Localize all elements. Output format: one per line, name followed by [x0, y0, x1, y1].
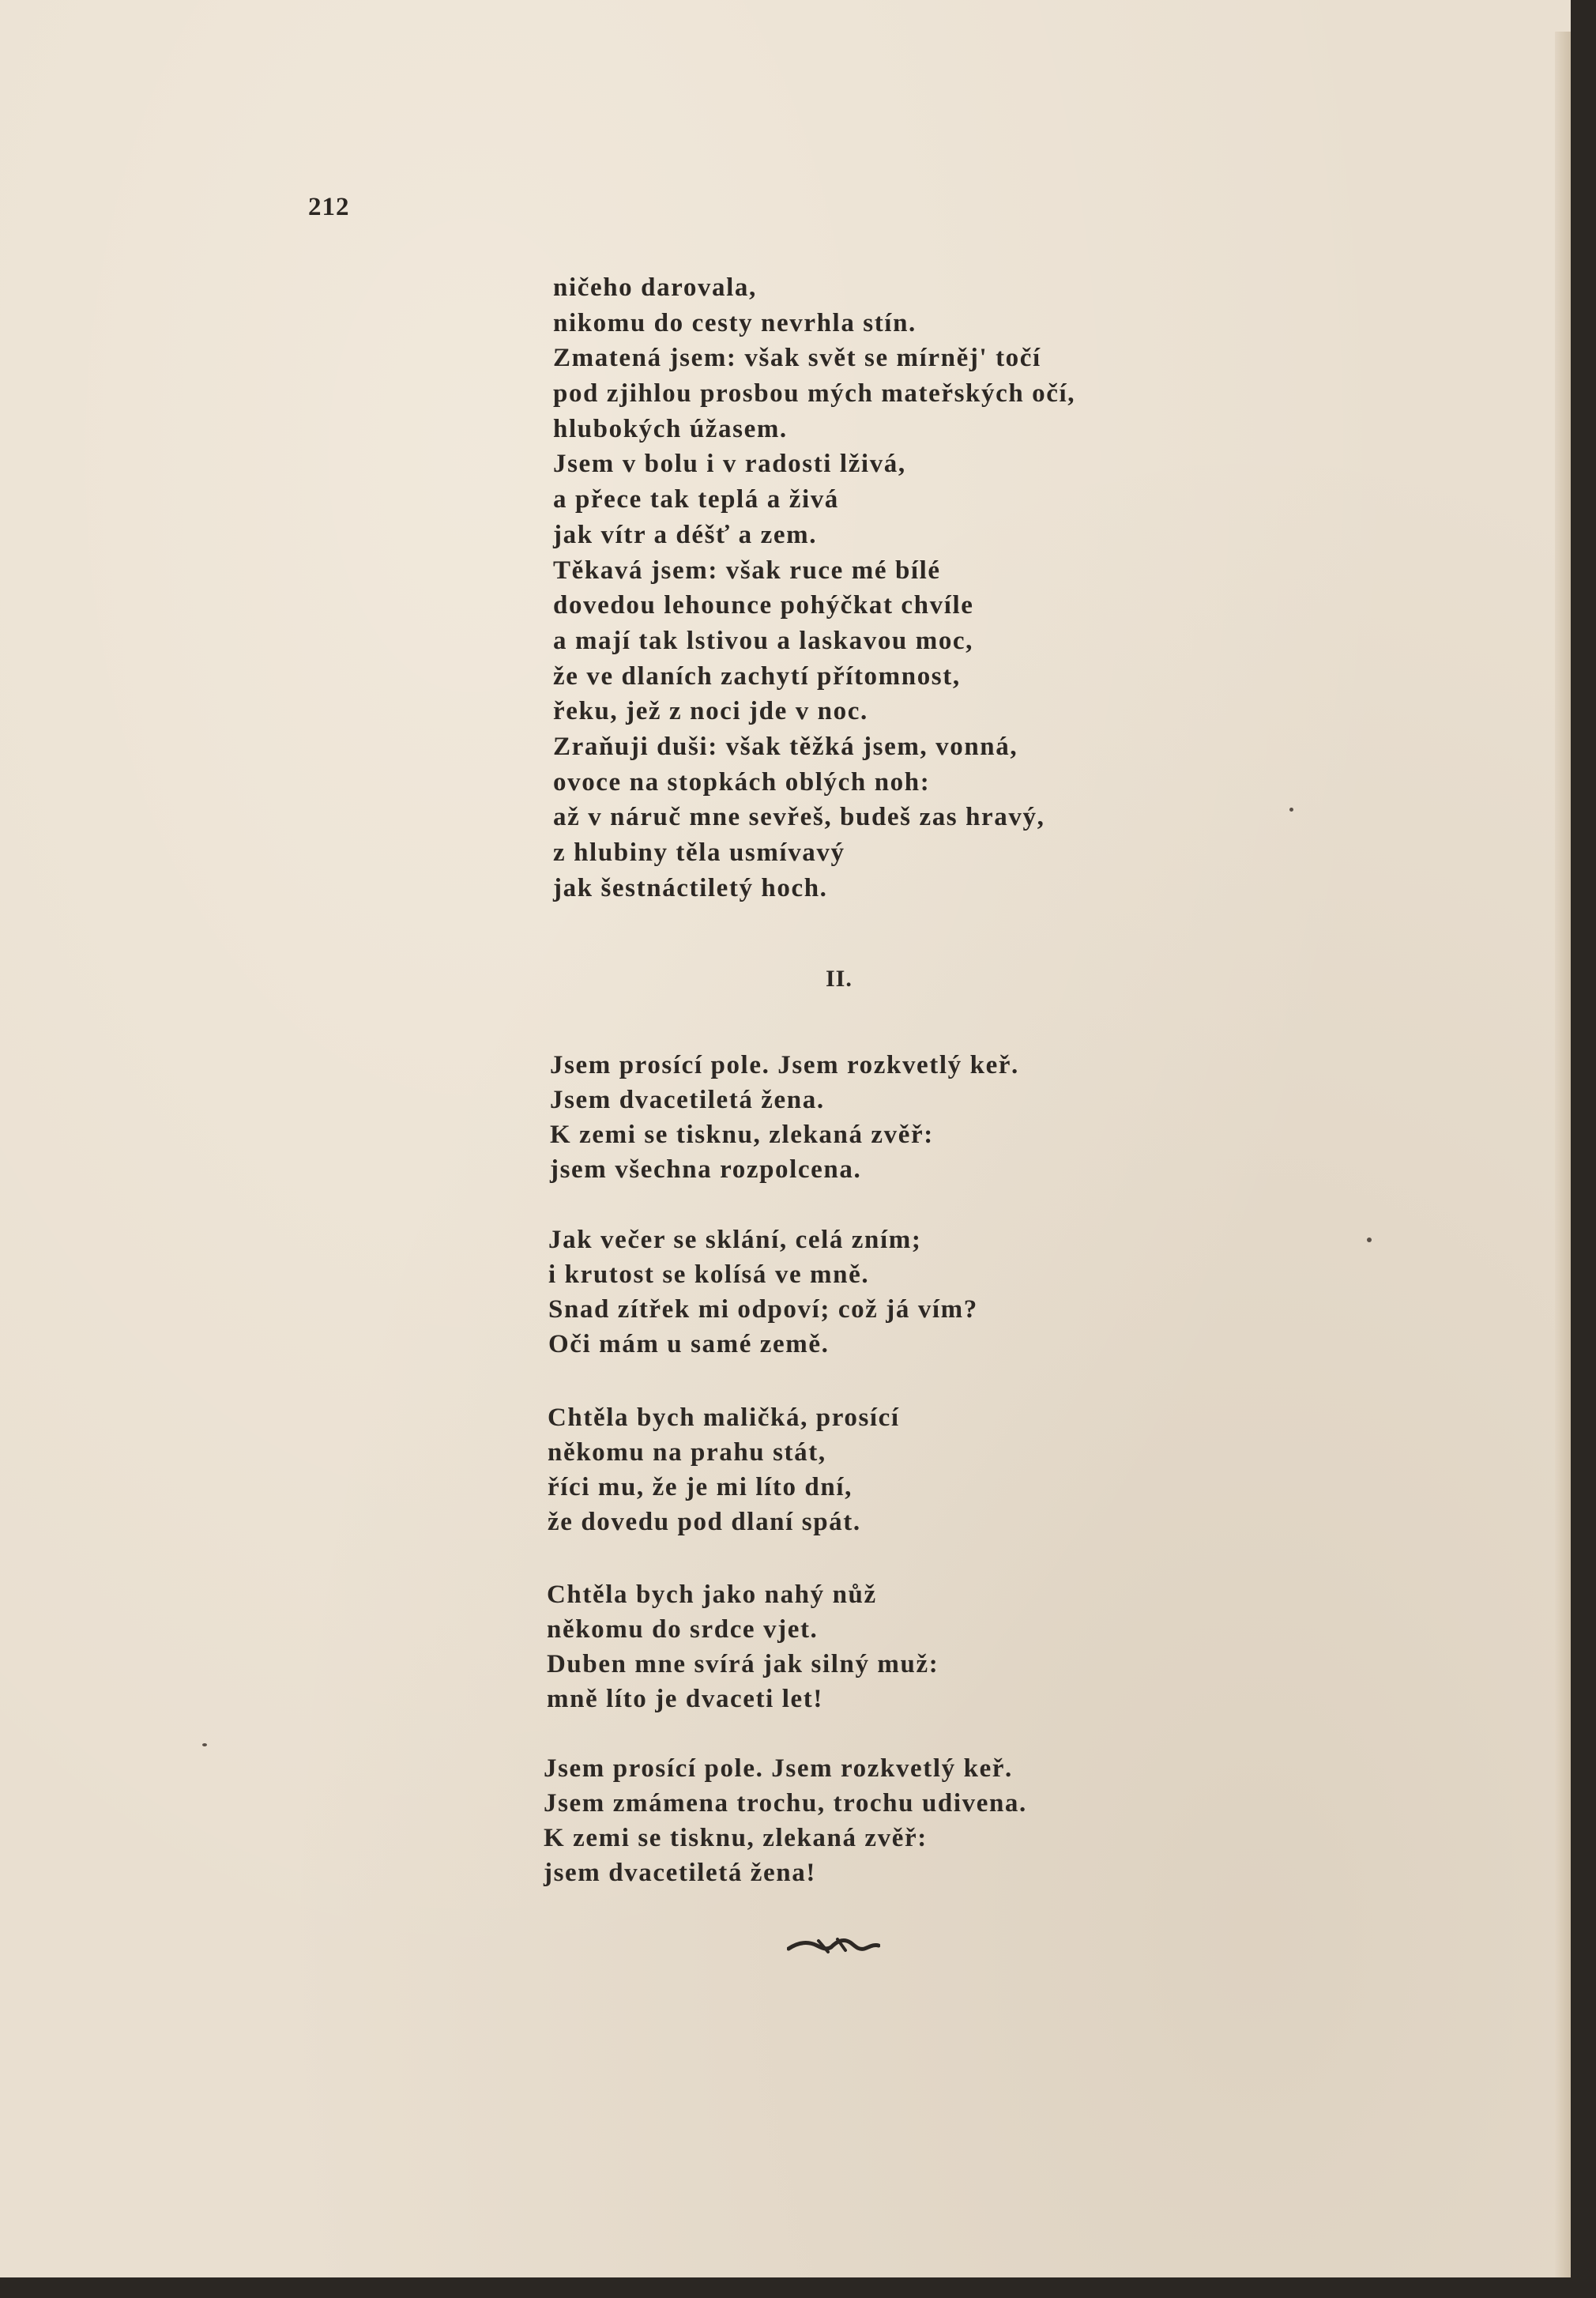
- stanza: [548, 1400, 900, 1539]
- poem-line: jak šestnáctiletý hoch.: [553, 873, 828, 902]
- poem-line: z hlubiny těla usmívavý: [553, 838, 845, 867]
- poem-line: Jsem prosící pole. Jsem rozkvetlý keř.: [544, 1754, 1013, 1783]
- poem-line: až v náruč mne sevřeš, budeš zas hravý,: [553, 803, 1045, 832]
- poem-line: Snad zítřek mi odpoví; což já vím?: [548, 1295, 978, 1324]
- stanza: [544, 1751, 1027, 1890]
- paper-speck: [1367, 1238, 1372, 1242]
- page-number: 212: [308, 193, 350, 221]
- poem-line: dovedou lehounce pohýčkat chvíle: [553, 591, 974, 620]
- poem-line: Jsem dvacetiletá žena.: [550, 1086, 825, 1114]
- poem-line: nikomu do cesty nevrhla stín.: [553, 308, 917, 337]
- poem-line: Chtěla bych maličká, prosící: [548, 1403, 900, 1432]
- printer-ornament-icon: [787, 1933, 880, 1958]
- poem-line: říci mu, že je mi líto dní,: [548, 1473, 853, 1501]
- stanza: [550, 1048, 1019, 1187]
- stanza: [548, 1222, 978, 1362]
- poem-line: Jsem v bolu i v radosti lživá,: [553, 450, 906, 479]
- paper-speck: [1289, 808, 1293, 812]
- page-edge: [1555, 32, 1571, 2277]
- poem-line: Duben mne svírá jak silný muž:: [547, 1650, 939, 1678]
- poem-line: K zemi se tisknu, zlekaná zvěř:: [544, 1824, 928, 1852]
- poem-line: i krutost se kolísá ve mně.: [548, 1260, 870, 1289]
- poem-line: Oči mám u samé země.: [548, 1330, 830, 1358]
- poem-line: ničeho darovala,: [553, 273, 757, 302]
- poem-line: Těkavá jsem: však ruce mé bílé: [553, 556, 941, 585]
- poem-line: Jsem zmámena trochu, trochu udivena.: [544, 1789, 1027, 1818]
- poem-line: že ve dlaních zachytí přítomnost,: [553, 661, 961, 691]
- poem-line: hlubokých úžasem.: [553, 414, 788, 443]
- paper-speck: [202, 1743, 207, 1746]
- poem-line: ovoce na stopkách oblých noh:: [553, 767, 931, 797]
- poem-line: Jsem prosící pole. Jsem rozkvetlý keř.: [550, 1051, 1019, 1079]
- poem-continuation: [553, 270, 1075, 906]
- poem-line: někomu do srdce vjet.: [547, 1615, 819, 1644]
- poem-line: jsem všechna rozpolcena.: [550, 1155, 862, 1184]
- poem-line: mně líto je dvaceti let!: [547, 1685, 823, 1713]
- poem-line: a mají tak lstivou a laskavou moc,: [553, 626, 974, 655]
- poem-line: že dovedu pod dlaní spát.: [548, 1508, 861, 1536]
- poem-line: Chtěla bych jako nahý nůž: [547, 1580, 877, 1609]
- poem-line: někomu na prahu stát,: [548, 1438, 826, 1467]
- poem-line: jsem dvacetiletá žena!: [544, 1859, 816, 1887]
- poem-line: jak vítr a déšť a zem.: [553, 520, 818, 549]
- poem-line: řeku, jež z noci jde v noc.: [553, 697, 868, 726]
- poem-line: Zmatená jsem: však svět se mírněj' točí: [553, 344, 1041, 373]
- section-heading: II.: [826, 966, 853, 992]
- poem-line: K zemi se tisknu, zlekaná zvěř:: [550, 1121, 934, 1149]
- poem-line: pod zjihlou prosbou mých mateřských očí,: [553, 379, 1076, 409]
- poem-line: a přece tak teplá a živá: [553, 485, 839, 514]
- poem-line: Jak večer se sklání, celá zním;: [548, 1226, 922, 1254]
- stanza: [547, 1577, 939, 1716]
- poem-line: Zraňuji duši: však těžká jsem, vonná,: [553, 732, 1018, 761]
